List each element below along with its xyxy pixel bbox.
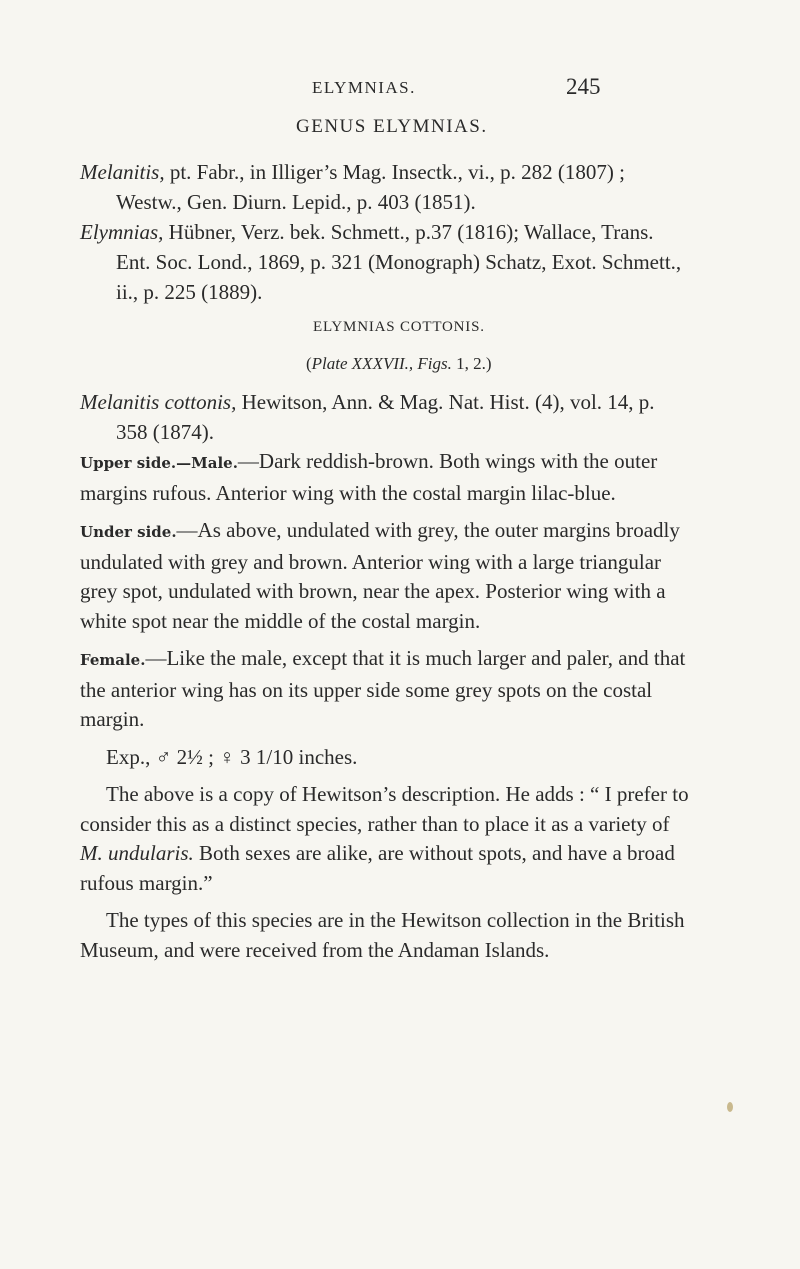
genus-heading: GENUS ELYMNIAS.	[296, 116, 488, 137]
taxon-name: Melanitis cottonis,	[80, 390, 237, 414]
commentary-text: The above is a copy of Hewitson’s description. He adds : “ I prefer to consider this as a distinct species, rather than to place it as a variety of	[80, 782, 689, 836]
page-number: 245	[566, 74, 601, 99]
under-side-text: —As above, undulated with grey, the outer margins broadly undulated with grey and brown. Anterior wing with a large triangular grey spot, undulated with brown, near the apex. Posterior wing with a white spot near the middle of the costal margin.	[80, 518, 680, 633]
reference-text: pt. Fabr., in Illiger’s Mag. Insectk., vi., p. 282 (1807) ; Westw., Gen. Diurn. Lepid., p. 403 (1851).	[116, 160, 625, 214]
page-blemish	[727, 1102, 733, 1112]
under-side-label: Under side.	[80, 523, 177, 541]
taxon-name: M. undularis.	[80, 841, 194, 865]
reference-text: Hewitson, Ann. & Mag. Nat. Hist. (4), vol. 14, p. 358 (1874).	[116, 390, 655, 444]
female-label: Female.	[80, 651, 146, 669]
taxon-name: Melanitis,	[80, 160, 165, 184]
under-side-paragraph	[80, 516, 692, 636]
types-paragraph: The types of this species are in the Hewitson collection in the British Museum, and were received from the Andaman Islands.	[80, 908, 685, 962]
plate-label: Plate XXXVII.,	[311, 354, 414, 373]
female-text: —Like the male, except that it is much larger and paler, and that the anterior wing has on its upper side some grey spots on the costal margin.	[80, 646, 686, 731]
upper-side-text: —Dark reddish-brown. Both wings with the outer margins rufous. Anterior wing with the costal margin lilac-blue.	[80, 449, 658, 505]
female-paragraph	[80, 644, 692, 735]
commentary-paragraph	[80, 780, 692, 898]
figs-numbers: 1, 2.)	[451, 354, 492, 373]
expanse-line: Exp., ♂ 2½ ; ♀ 3 1/10 inches.	[106, 744, 358, 769]
plate-reference	[306, 354, 492, 374]
upper-side-label: Upper side.—Male.	[80, 454, 238, 472]
genus-reference	[80, 157, 690, 217]
species-heading: ELYMNIAS COTTONIS.	[313, 319, 485, 335]
genus-reference	[80, 217, 690, 307]
figs-label: Figs.	[413, 354, 452, 373]
running-head	[0, 74, 800, 108]
species-description	[80, 447, 692, 973]
running-title: ELYMNIAS.	[312, 78, 416, 97]
commentary-text-end: Both sexes are alike, are without spots, and have a broad rufous margin.”	[80, 841, 675, 895]
reference-text: Hübner, Verz. bek. Schmett., p.37 (1816); Wallace, Trans. Ent. Soc. Lond., 1869, p. 321 (Monograph) Schatz, Exot. Schmett., ii., p. 225 (1889).	[116, 220, 682, 304]
upper-side-paragraph	[80, 447, 692, 508]
plate-open-paren: (	[306, 354, 312, 373]
taxon-name: Elymnias,	[80, 220, 164, 244]
species-reference	[80, 387, 690, 447]
species-references	[80, 387, 690, 447]
genus-references	[80, 157, 690, 307]
